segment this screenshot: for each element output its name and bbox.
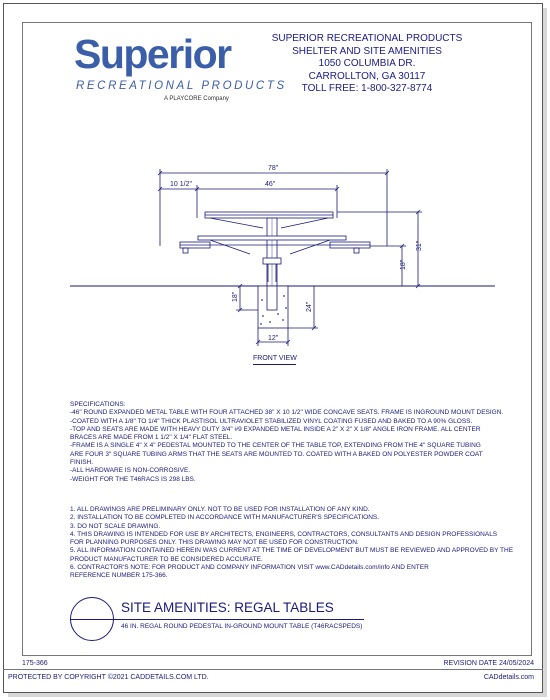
dim-label-overall-width: 78": [268, 165, 279, 172]
website-link[interactable]: CADdetails.com: [483, 674, 534, 681]
disclaimer-line: 1. ALL DRAWINGS ARE PRELIMINARY ONLY. NOT TO BE USED FOR INSTALLATION OF ANY KIND.: [70, 506, 370, 513]
seat-bracket: [354, 248, 359, 253]
spec-line: -ALL HARDWARE IS NON-CORROSIVE.: [70, 467, 191, 475]
company-line: 1050 COLUMBIA DR.: [318, 58, 416, 69]
spec-line: -WEIGHT FOR THE T46RACS IS 298 LBS.: [70, 475, 196, 483]
dim-label-footing-top: 18": [232, 291, 239, 302]
disclaimer-line: PRODUCT MANUFACTURER TO BE CONSIDERED ACCURATE.: [70, 555, 263, 563]
view-label-underline: [253, 364, 296, 365]
dim-label-footing-width: 12": [268, 335, 279, 342]
disclaimer-line: 4. THIS DRAWING IS INTENDED FOR USE BY ARCHITECTS, ENGINEERS, CONTRACTORS, CONSULTANTS AND DESIGN PROFESSIONALS: [70, 530, 498, 538]
title-underline: [114, 619, 364, 620]
logo-tagline: A PLAYCORE Company: [164, 96, 229, 102]
arm-left: [210, 240, 250, 254]
spec-line: -46" ROUND EXPANDED METAL TABLE WITH FOUR ATTACHED 38" X 10 1/2" WIDE CONCAVE SEATS. FRAME IS INGROUND MOUNT DESIGN.: [70, 409, 504, 417]
revision-date: REVISION DATE 24/05/2024: [443, 660, 534, 667]
disclaimer-line: 3. DO NOT SCALE DRAWING.: [70, 522, 161, 530]
company-line: SHELTER AND SITE AMENITIES: [292, 45, 442, 57]
logo-subtitle: RECREATIONAL PRODUCTS: [76, 80, 287, 92]
drawing-subtitle: 46 IN. REGAL ROUND PEDESTAL IN-GROUND MOUNT TABLE (T46RACSPEDS): [121, 623, 363, 630]
company-line: SUPERIOR RECREATIONAL PRODUCTS: [271, 33, 463, 44]
brace: [281, 218, 328, 228]
disclaimer-block: [70, 506, 535, 581]
logo-wordmark: Superior: [74, 31, 231, 77]
copyright-notice: PROTECTED BY COPYRIGHT ©2021 CADDETAILS.COM LTD.: [8, 674, 209, 681]
spec-line: -TOP AND SEATS ARE MADE WITH HEAVY DUTY 3/4" #9 EXPANDED METAL INSIDE A 2" X 2" X 1/8" ANGLE IRON FRAME. ALL CENTER: [70, 425, 481, 433]
drawing-number: 175-366: [22, 660, 48, 667]
view-label: FRONT VIEW: [253, 355, 297, 362]
disclaimer-line: REFERENCE NUMBER 175-366.: [70, 572, 168, 580]
disclaimer-line: 2. INSTALLATION TO BE COMPLETED IN ACCORDANCE WITH MANUFACTURER'S SPECIFICATIONS.: [70, 514, 380, 522]
dim-label-footing-depth: 24": [306, 301, 313, 312]
arm-right: [290, 240, 330, 254]
drawing-title: SITE AMENITIES: REGAL TABLES: [121, 600, 334, 615]
disclaimer-line: 5. ALL INFORMATION CONTAINED HEREIN WAS CURRENT AT THE TIME OF DEVELOPMENT BUT MUST BE REVIEWED AND APPROVED BY THE: [70, 547, 514, 555]
embedded-post: [267, 286, 277, 310]
spec-line: -FRAME IS A SINGLE 4" X 4" PEDESTAL MOUNTED TO THE CENTER OF THE TABLE TOP, EXTENDING FROM THE 4" SQUARE TUBING: [70, 442, 481, 450]
footer-divider: [3, 669, 543, 670]
disclaimer-line: 6. CONTRACTOR'S NOTE: FOR PRODUCT AND COMPANY INFORMATION VISIT www.CADdetails.com/info AND ENTER: [70, 564, 429, 572]
title-bubble-divider: [70, 619, 114, 620]
disclaimer-line: FOR PLANNING PURPOSES ONLY. THIS DRAWING MAY NOT BE USED FOR CONSTRUCTION.: [70, 539, 359, 547]
company-line: CARROLLTON, GA 30117: [308, 70, 426, 82]
spec-line: -COATED WITH A 1/8" TO 1/4" THICK PLASTISOL ULTRAVIOLET STABILIZED VINYL COATING FUSED AND BAKED TO A 90% GLOSS.: [70, 417, 473, 425]
spec-line: FINISH.: [70, 459, 94, 467]
base-plate: [263, 258, 281, 264]
dim-label-table-width: 46": [265, 181, 276, 188]
spec-line: ARE FOUR 3" SQUARE TUBING ARMS THAT THE SEATS ARE MOUNTED TO. COATED WITH A BAKED ON POLYESTER POWDER COAT: [70, 450, 483, 458]
dim-label-overall-height: 31": [416, 240, 423, 251]
company-line: TOLL FREE: 1-800-327-8774: [301, 83, 433, 94]
seat-bracket: [183, 248, 188, 253]
seat-arm-bar: [198, 236, 346, 240]
spec-heading: SPECIFICATIONS:: [70, 401, 126, 408]
specifications-block: [70, 401, 535, 484]
dim-label-seat-offset: 10 1/2": [170, 181, 192, 188]
brace: [210, 218, 263, 228]
dim-label-seat-height: 18": [400, 259, 407, 270]
spec-line: BRACES ARE MADE FROM 1 1/2" X 1/4" FLAT STEEL.: [70, 434, 233, 442]
